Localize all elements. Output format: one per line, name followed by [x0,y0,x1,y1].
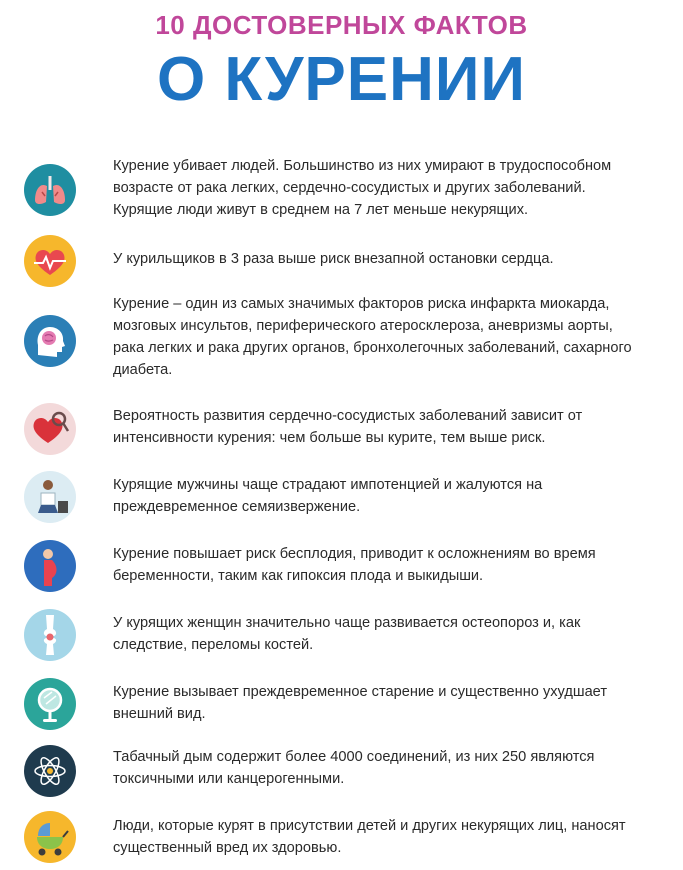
mirror-icon [24,678,76,730]
fact-text: У курящих женщин значительно чаще развивается остеопороз и, как следствие, переломы костей. [113,615,581,653]
heart-pulse-icon [24,235,76,287]
page-title: О КУРЕНИИ [156,45,526,114]
atom-icon [24,745,76,797]
baby-stroller-icon [24,811,76,863]
sad-man-icon [24,471,76,523]
fact-text: Табачный дым содержит более 4000 соединений, из них 250 являются токсичными или канцерогенными. [113,749,595,787]
page-subtitle: 10 ДОСТОВЕРНЫХ ФАКТОВ [155,10,528,40]
pregnant-woman-icon [24,540,76,592]
fact-text: Вероятность развития сердечно-сосудистых заболеваний зависит от интенсивности курения: чем больше вы курите, тем выше риск. [113,408,583,446]
fact-text: Курящие мужчины чаще страдают импотенцией и жалуются на преждевременное семяизвержение. [113,477,543,515]
brain-head-icon [24,315,76,367]
fact-text: Курение убивает людей. Большинство из них умирают в трудоспособном возрасте от рака легких, сердечно-сосудистых и других заболеваний. Курящие люди живут в среднем на 7 лет меньше некурящих. [113,158,612,218]
fact-text: У курильщиков в 3 раза выше риск внезапной остановки сердца. [113,251,554,267]
fact-text: Курение вызывает преждевременное старение и существенно ухудшает внешний вид. [113,684,607,722]
fact-text: Курение повышает риск бесплодия, приводит к осложнениям во время беременности, таким как гипоксия плода и выкидыши. [113,546,596,584]
fact-text: Курение – один из самых значимых факторов риска инфаркта миокарда, мозговых инсультов, периферического атеросклероза, аневризмы аорты, рака легких и рака других органов, бронхолегочных заболеваний, сахарного диабета. [113,296,632,378]
lungs-icon [24,164,76,216]
fact-text: Люди, которые курят в присутствии детей и других некурящих лиц, наносят существенный вред их здоровью. [113,818,626,856]
bone-joint-icon [24,609,76,661]
heart-stethoscope-icon [24,403,76,455]
